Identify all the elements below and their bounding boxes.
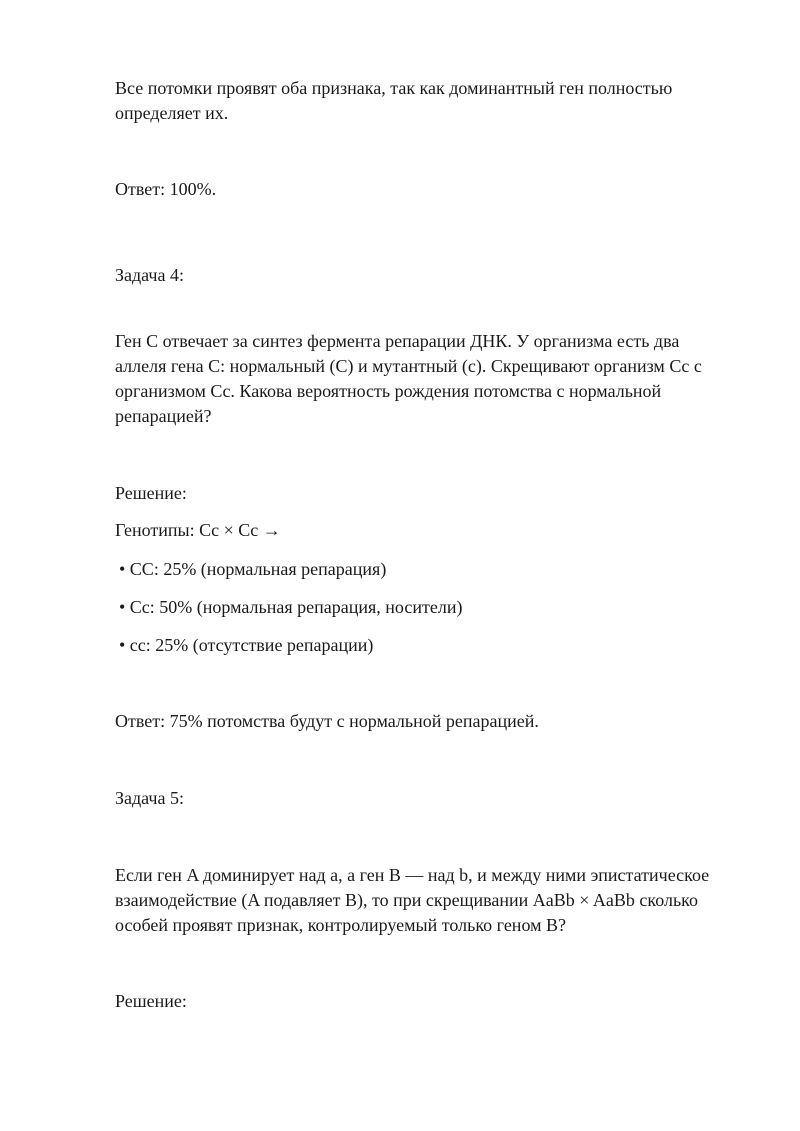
task-4-bullet-cc-hetero: • Cc: 50% (нормальная репарация, носители) bbox=[119, 597, 463, 617]
task-5-heading: Задача 5: bbox=[115, 788, 184, 808]
intro-line-1: Все потомки проявят оба признака, так как доминантный ген полностью bbox=[115, 78, 673, 98]
task-4-genotypes: Генотипы: Cc × Cc → bbox=[115, 520, 281, 540]
task-4-text-line-3: организмом Cc. Какова вероятность рождения потомства с нормальной bbox=[115, 381, 662, 401]
task-4-bullet-cc-dominant: • CC: 25% (нормальная репарация) bbox=[119, 559, 387, 579]
task-4-bullet-cc-recessive: • cc: 25% (отсутствие репарации) bbox=[119, 635, 374, 655]
answer-task-3: Ответ: 100%. bbox=[115, 179, 217, 199]
task-5-text-line-1: Если ген A доминирует над a, а ген B — над b, и между ними эпистатическое bbox=[115, 865, 710, 885]
task-4-answer: Ответ: 75% потомства будут с нормальной репарацией. bbox=[115, 711, 539, 731]
task-4-solution-label: Решение: bbox=[115, 483, 187, 503]
intro-line-2: определяет их. bbox=[115, 103, 229, 123]
task-5-solution-label: Решение: bbox=[115, 991, 187, 1011]
task-5-text-line-2: взаимодействие (A подавляет B), то при скрещивании AaBb × AaBb сколько bbox=[115, 890, 699, 910]
task-4-text-line-4: репарацией? bbox=[115, 406, 212, 426]
task-5-text-line-3: особей проявят признак, контролируемый только геном B? bbox=[115, 915, 566, 935]
task-4-text-line-1: Ген C отвечает за синтез фермента репарации ДНК. У организма есть два bbox=[115, 331, 680, 351]
task-4-text-line-2: аллеля гена C: нормальный (C) и мутантный (c). Скрещивают организм Cc с bbox=[115, 356, 702, 376]
task-4-heading: Задача 4: bbox=[115, 265, 184, 285]
